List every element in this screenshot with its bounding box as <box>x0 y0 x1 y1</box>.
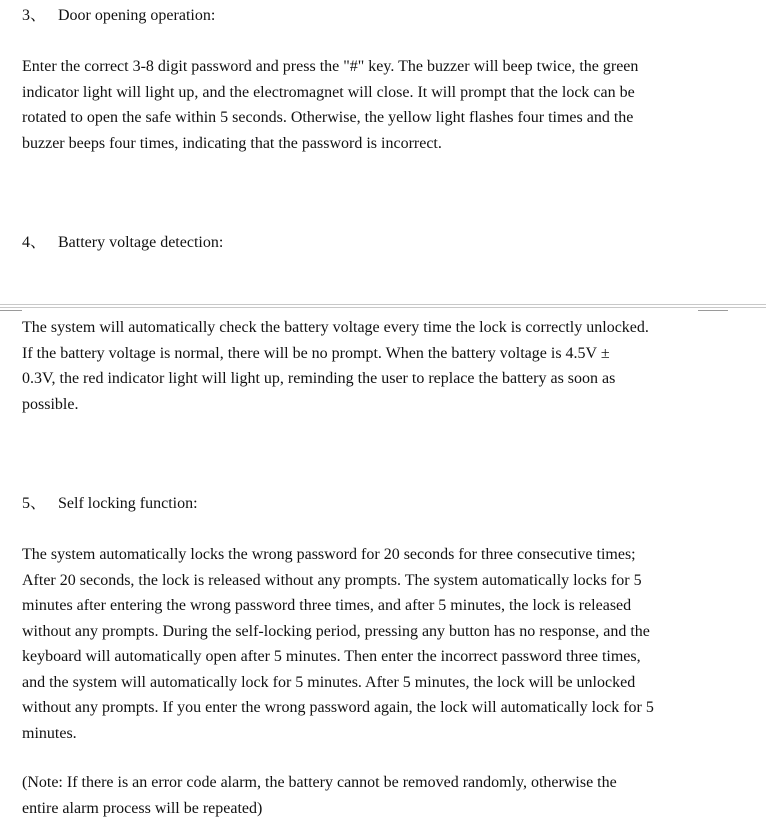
section-5-heading <box>22 494 198 514</box>
section-3-paragraph <box>22 54 722 156</box>
page-break-rule <box>0 304 766 305</box>
paragraph-line: After 20 seconds, the lock is released without any prompts. The system automatically locks for 5 <box>22 571 642 589</box>
page-break-rule <box>0 307 766 308</box>
section-5-paragraph <box>22 542 722 746</box>
note-paragraph <box>22 770 722 821</box>
paragraph-line: rotated to open the safe within 5 seconds. Otherwise, the yellow light flashes four times and the <box>22 109 634 126</box>
page-break-separator <box>0 302 766 314</box>
paragraph-line: keyboard will automatically open after 5 minutes. Then enter the incorrect password three times, <box>22 648 641 665</box>
paragraph-line: and the system will automatically lock for 5 minutes. After 5 minutes, the lock will be unlocked <box>22 673 636 691</box>
paragraph-line: minutes after entering the wrong password three times, and after 5 minutes, the lock is released <box>22 597 632 614</box>
page-margin-mark-right <box>698 310 728 311</box>
paragraph-line: If the battery voltage is normal, there will be no prompt. When the battery voltage is 4.5V ± <box>22 344 610 362</box>
section-4-paragraph <box>22 315 722 417</box>
paragraph-line: The system will automatically check the battery voltage every time the lock is correctly unlocked. <box>22 319 649 336</box>
paragraph-line: entire alarm process will be repeated) <box>22 799 263 817</box>
section-3-title: Door opening operation: <box>58 7 216 24</box>
paragraph-line: possible. <box>22 395 79 413</box>
section-4-number: 4、 <box>22 234 47 251</box>
paragraph-line: (Note: If there is an error code alarm, the battery cannot be removed randomly, otherwise the <box>22 774 617 791</box>
section-3-heading <box>22 6 215 26</box>
paragraph-line: minutes. <box>22 724 77 742</box>
section-4-heading <box>22 233 223 253</box>
page-margin-mark-left <box>0 310 22 311</box>
section-4-title: Battery voltage detection: <box>58 234 224 251</box>
paragraph-line: without any prompts. During the self-locking period, pressing any button has no response, and the <box>22 622 650 640</box>
paragraph-line: indicator light will light up, and the electromagnet will close. It will prompt that the lock can be <box>22 83 635 101</box>
section-5-title: Self locking function: <box>58 495 198 512</box>
paragraph-line: Enter the correct 3-8 digit password and press the "#" key. The buzzer will beep twice, the green <box>22 58 639 75</box>
paragraph-line: 0.3V, the red indicator light will light up, reminding the user to replace the battery as soon as <box>22 370 616 387</box>
paragraph-line: buzzer beeps four times, indicating that the password is incorrect. <box>22 134 442 152</box>
paragraph-line: without any prompts. If you enter the wrong password again, the lock will automatically lock for 5 <box>22 699 654 716</box>
section-5-number: 5、 <box>22 495 47 512</box>
section-3-number: 3、 <box>22 7 47 24</box>
paragraph-line: The system automatically locks the wrong password for 20 seconds for three consecutive times; <box>22 546 636 563</box>
